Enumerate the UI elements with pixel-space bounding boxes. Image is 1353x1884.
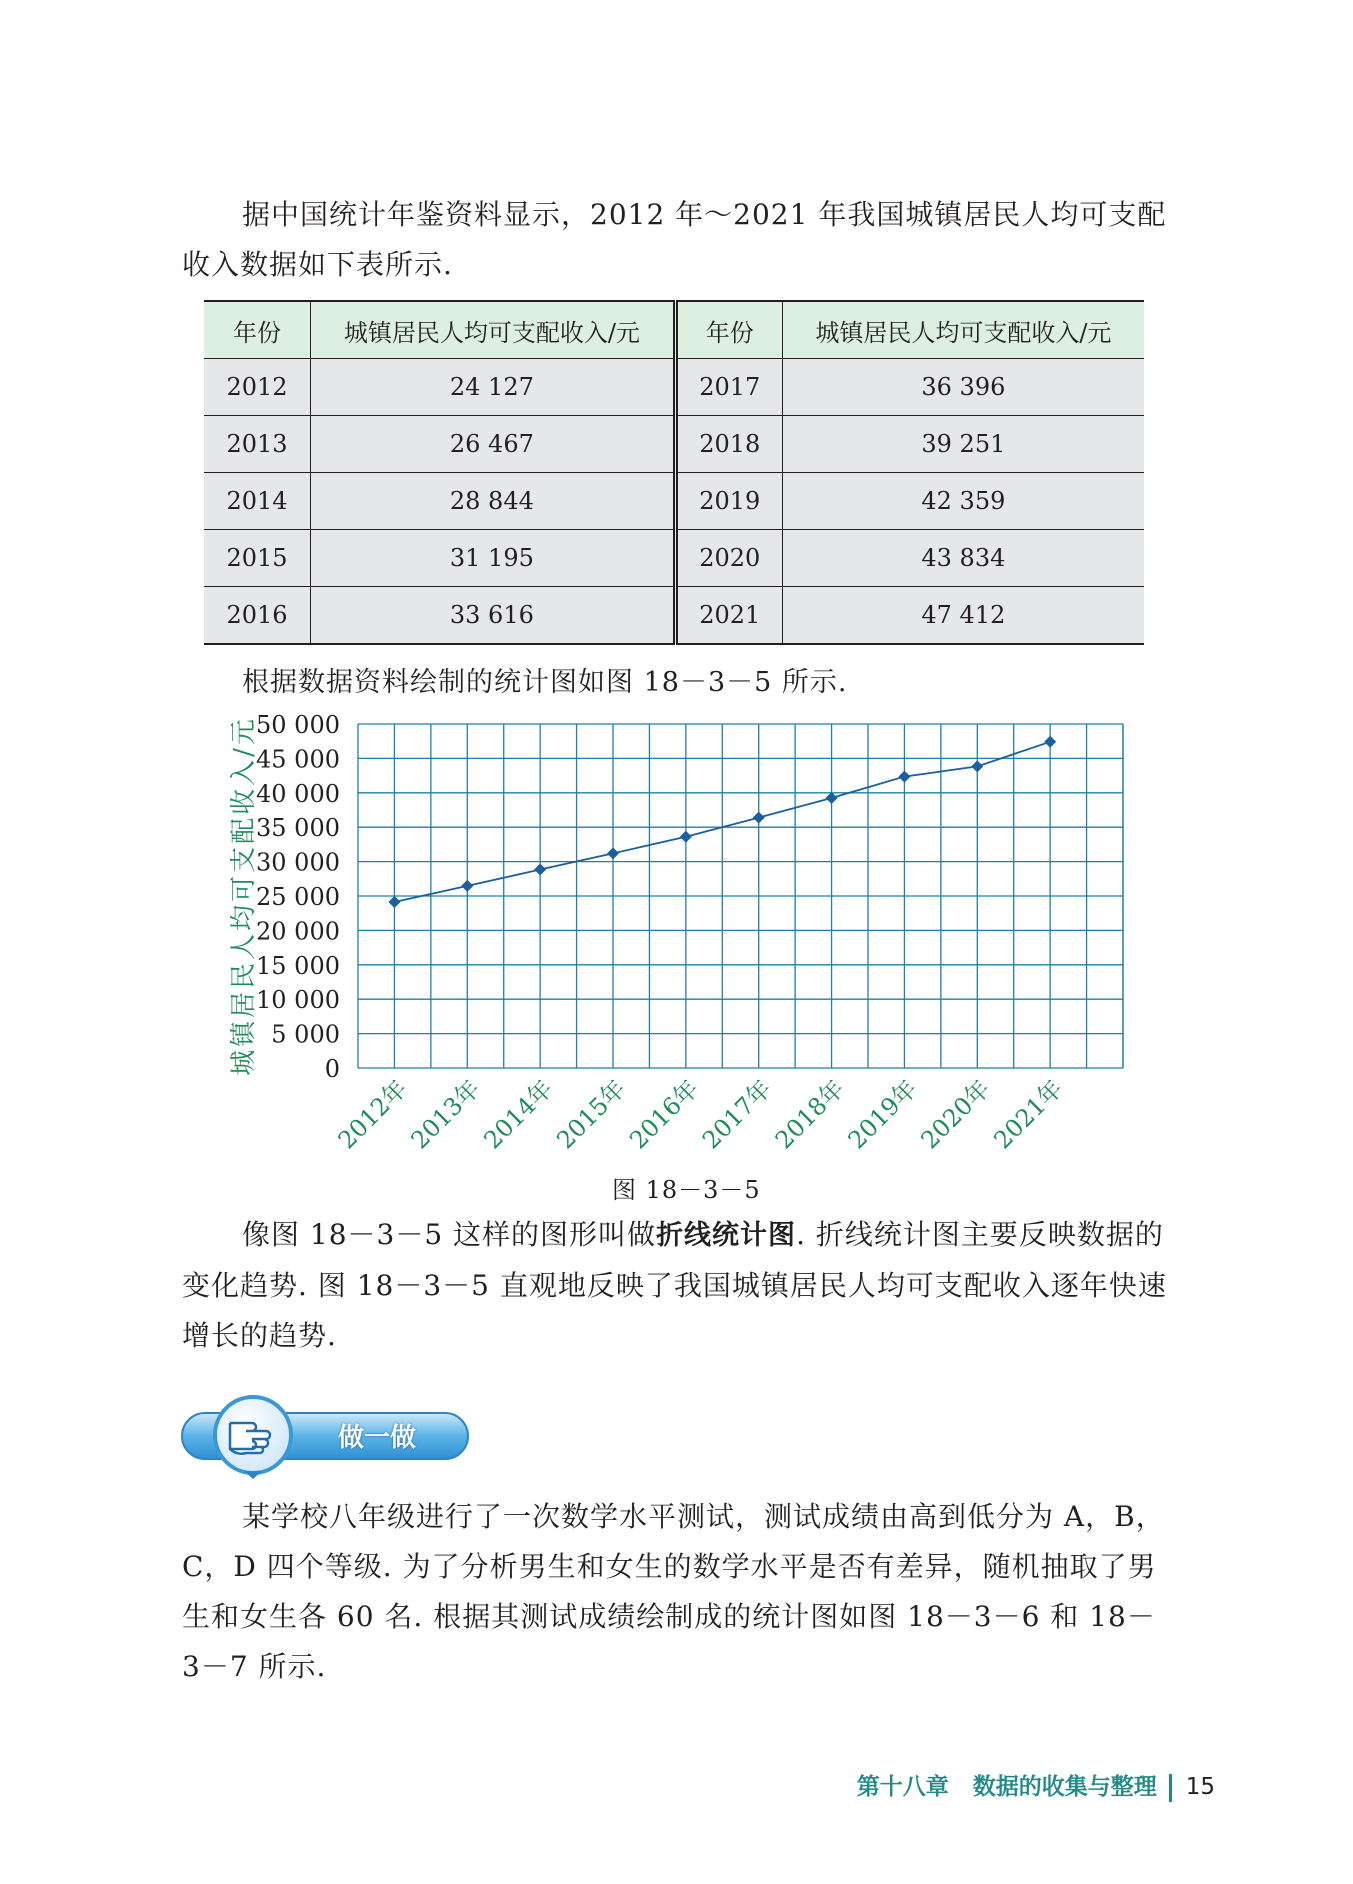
table-cell: 33 616 — [311, 587, 676, 645]
x-tick-label: 2012年 — [332, 1074, 413, 1155]
x-tick-label: 2016年 — [624, 1074, 705, 1155]
data-point — [826, 792, 838, 804]
x-tick-label: 2019年 — [842, 1074, 923, 1155]
y-tick-label: 35 000 — [256, 814, 340, 843]
activity-label: 做一做 — [338, 1423, 417, 1453]
data-point — [1044, 736, 1056, 748]
x-tick-label: 2021年 — [988, 1074, 1069, 1155]
y-tick-label: 30 000 — [256, 848, 340, 877]
data-point — [461, 880, 473, 892]
x-tick-label: 2018年 — [769, 1074, 850, 1155]
table-cell: 39 251 — [782, 416, 1144, 473]
page-number: 15 — [1185, 1774, 1215, 1800]
table-cell: 42 359 — [782, 473, 1144, 530]
explanation-paragraph: 像图 18－3－5 这样的图形叫做折线统计图. 折线统计图主要反映数据的变化趋势. 图 18－3－5 直观地反映了我国城镇居民人均可支配收入逐年快速增长的趋势. — [182, 1218, 1167, 1352]
term-line-chart: 折线统计图 — [656, 1220, 797, 1251]
table-cell: 31 195 — [311, 530, 676, 587]
y-tick-label: 0 — [324, 1055, 340, 1083]
data-point — [898, 771, 910, 783]
table-cell: 43 834 — [782, 530, 1144, 587]
table-cell: 2017 — [675, 359, 782, 416]
page-footer — [857, 1768, 1215, 1802]
y-tick-label: 40 000 — [256, 779, 340, 808]
hand-pointing-icon — [224, 1411, 284, 1461]
table-cell: 2019 — [675, 473, 782, 530]
y-tick-label: 50 000 — [256, 711, 340, 739]
table-header-cell: 城镇居民人均可支配收入/元 — [311, 301, 676, 359]
table-cell: 28 844 — [311, 473, 676, 530]
data-point — [680, 831, 692, 843]
figure-caption: 图 18－3－5 — [612, 1176, 761, 1204]
x-tick-label: 2015年 — [551, 1074, 632, 1155]
table-cell: 2016 — [204, 587, 311, 645]
y-tick-label: 25 000 — [256, 883, 340, 911]
table-cell: 2021 — [675, 587, 782, 645]
data-point — [971, 760, 983, 772]
table-cell: 2014 — [204, 473, 311, 530]
x-tick-label: 2020年 — [915, 1074, 996, 1155]
x-tick-label: 2017年 — [696, 1074, 777, 1155]
activity-paragraph: 某学校八年级进行了一次数学水平测试，测试成绩由高到低分为 A，B，C，D 四个等级. 为了分析男生和女生的数学水平是否有差异，随机抽取了男生和女生各 60 名. 根据其测试成绩绘制成的统计图如图 18－3－6 和 18－3－7 所示. — [182, 1500, 1165, 1683]
data-point — [607, 847, 619, 859]
table-header-cell: 城镇居民人均可支配收入/元 — [782, 301, 1144, 359]
table-header-cell: 年份 — [204, 301, 311, 359]
table-cell: 36 396 — [782, 359, 1144, 416]
data-point — [388, 896, 400, 908]
footer-chapter: 第十八章 — [856, 1774, 949, 1800]
chart-intro: 根据数据资料绘制的统计图如图 18－3－5 所示. — [242, 667, 848, 698]
y-tick-label: 10 000 — [256, 986, 340, 1015]
table-cell: 2012 — [204, 359, 311, 416]
y-tick-label: 5 000 — [271, 1020, 340, 1049]
x-tick-label: 2013年 — [405, 1074, 486, 1155]
table-cell: 24 127 — [311, 359, 676, 416]
table-cell: 47 412 — [782, 587, 1144, 645]
intro-paragraph: 据中国统计年鉴资料显示，2012 年～2021 年我国城镇居民人均可支配收入数据如下表所示. — [182, 198, 1167, 281]
y-tick-label: 20 000 — [256, 917, 340, 946]
data-point — [534, 864, 546, 876]
table-cell: 2018 — [675, 416, 782, 473]
y-axis-label: 城镇居民人均可支配收入/元 — [229, 716, 259, 1076]
y-tick-label: 15 000 — [256, 951, 340, 980]
table-header-cell: 年份 — [675, 301, 782, 359]
table-cell: 2020 — [675, 530, 782, 587]
footer-title: 数据的收集与整理 — [972, 1774, 1157, 1800]
table-cell: 2015 — [204, 530, 311, 587]
y-tick-label: 45 000 — [256, 745, 340, 774]
table-cell: 2013 — [204, 416, 311, 473]
activity-banner — [180, 1395, 470, 1475]
table-cell: 26 467 — [311, 416, 676, 473]
x-tick-label: 2014年 — [478, 1074, 559, 1155]
footer-divider — [1169, 1774, 1172, 1802]
data-point — [753, 812, 765, 824]
